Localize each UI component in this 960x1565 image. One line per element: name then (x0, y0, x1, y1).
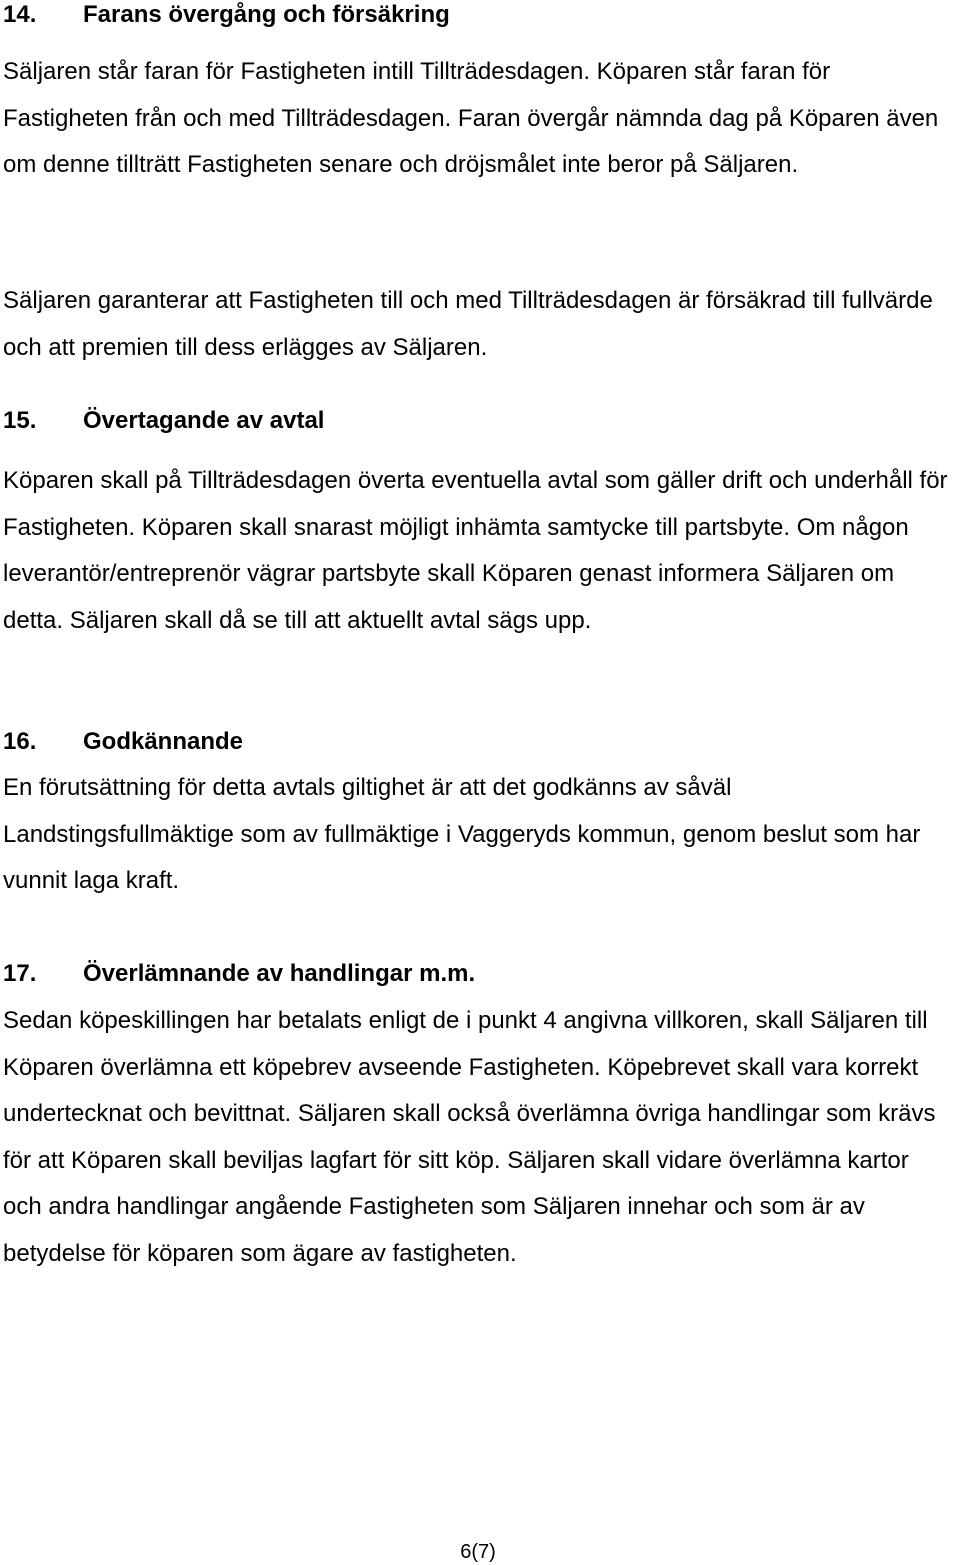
section-14-paragraph-2: Säljaren garanterar att Fastigheten till och med Tillträdesdagen är försäkrad till fullvärde och att premien till dess erlägges av Säljaren. (3, 287, 933, 361)
page-number (0, 1540, 960, 1564)
section-15-paragraph-1: Köparen skall på Tillträdesdagen överta eventuella avtal som gäller drift och underhåll för Fastigheten. Köparen skall snarast möjligt inhämta samtycke till partsbyte. Om någon leverantör/entreprenör vägrar partsbyte skall Köparen genast informera Säljaren om detta. Säljaren skall då se till att aktuellt avtal sägs upp. (3, 467, 948, 634)
section-14-heading (3, 0, 450, 30)
section-number: 15. (3, 407, 37, 434)
section-14-paragraph-1: Säljaren står faran för Fastigheten intill Tillträdesdagen. Köparen står faran för Fastigheten från och med Tillträdesdagen. Faran övergår nämnda dag på Köparen även om denne tillträtt Fastigheten senare och dröjsmålet inte beror på Säljaren. (3, 58, 939, 178)
section-17-paragraph-1: Sedan köpeskillingen har betalats enligt de i punkt 4 angivna villkoren, skall Säljaren till Köparen överlämna ett köpebrev avseende Fastigheten. Köpebrevet skall vara korrekt undertecknat och bevittnat. Säljaren skall också överlämna övriga handlingar som krävs för att Köparen skall beviljas lagfart för sitt köp. Säljaren skall vidare överlämna kartor och andra handlingar angående Fastigheten som Säljaren innehar och som är av betydelse för köparen som ägare av fastigheten. (3, 1007, 936, 1267)
section-15-heading (3, 406, 324, 436)
section-title: Överlämnande av handlingar m.m. (83, 960, 476, 987)
section-number: 17. (3, 960, 37, 987)
section-title: Övertagande av avtal (83, 407, 325, 434)
section-17-heading (3, 959, 475, 989)
page-number-text: 6(7) (460, 1541, 496, 1563)
section-16-paragraph-1: En förutsättning för detta avtals giltighet är att det godkänns av såväl Landstingsfullmäktige som av fullmäktige i Vaggeryds kommun, genom beslut som har vunnit laga kraft. (3, 774, 921, 894)
section-title: Godkännande (83, 728, 244, 755)
section-number: 14. (3, 1, 37, 28)
section-title: Farans övergång och försäkring (83, 1, 450, 28)
section-number: 16. (3, 728, 37, 755)
section-16-heading (3, 727, 243, 757)
